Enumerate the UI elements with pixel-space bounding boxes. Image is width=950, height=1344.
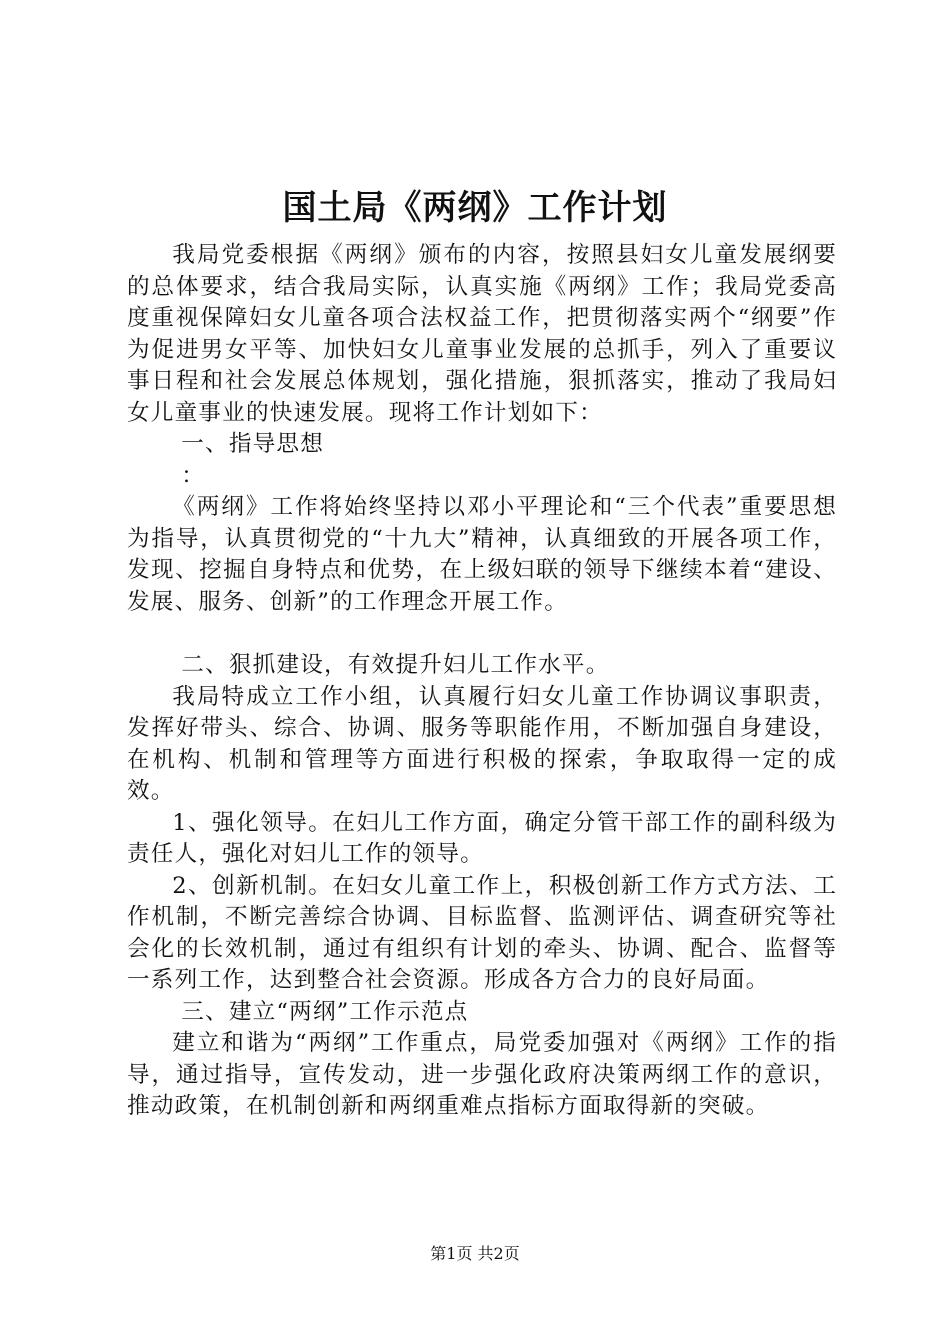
section-heading-demonstration: 三、建立“两纲”工作示范点 [181, 998, 469, 1025]
paragraph-gap [127, 618, 837, 650]
colon-line: ： [181, 462, 206, 489]
section-heading-guiding-thought: 一、指导思想 [181, 431, 324, 457]
item-leadership: 1、强化领导。在妇儿工作方面，确定分管干部工作的副科级为责任人，强化对妇儿工作的领导。 [127, 809, 837, 867]
section-heading-construction: 二、狠抓建设，有效提升妇儿工作水平。 [181, 652, 610, 678]
document-body [127, 240, 837, 1123]
demonstration-paragraph: 建立和谐为“两纲”工作重点，局党委加强对《两纲》工作的指导，通过指导，宣传发动，进一步强化政府决策两纲工作的意识，推动政策，在机制创新和两纲重难点指标方面取得新的突破。 [127, 1030, 837, 1119]
page-footer: 第1页 共2页 [430, 1244, 520, 1263]
item-mechanism: 2、创新机制。在妇女儿童工作上，积极创新工作方式方法、工作机制，不断完善综合协调、目标监督、监测评估、调查研究等社会化的长效机制，通过有组织有计划的牵头、协调、配合、监督等一系列工作，达到整合社会资源。形成各方合力的良好局面。 [127, 872, 837, 993]
construction-paragraph: 我局特成立工作小组，认真履行妇女儿童工作协调议事职责，发挥好带头、综合、协调、服务等职能作用，不断加强自身建设，在机构、机制和管理等方面进行积极的探索，争取取得一定的成效。 [127, 683, 837, 804]
intro-paragraph: 我局党委根据《两纲》颁布的内容，按照县妇女儿童发展纲要的总体要求，结合我局实际，认真实施《两纲》工作；我局党委高度重视保障妇女儿童各项合法权益工作，把贯彻落实两个“纲要”作为促进男女平等、加快妇女儿童事业发展的总抓手，列入了重要议事日程和社会发展总体规划，强化措施，狠抓落实，推动了我局妇女儿童事业的快速发展。现将工作计划如下： [127, 242, 837, 426]
document-title: 国土局《两纲》工作计划 [282, 188, 668, 228]
guiding-thought-paragraph: 《两纲》工作将始终坚持以邓小平理论和“三个代表”重要思想为指导，认真贯彻党的“十九大”精神，认真细致的开展各项工作，发现、挖掘自身特点和优势，在上级妇联的领导下继续本着“建设、发展、服务、创新”的工作理念开展工作。 [127, 494, 837, 615]
